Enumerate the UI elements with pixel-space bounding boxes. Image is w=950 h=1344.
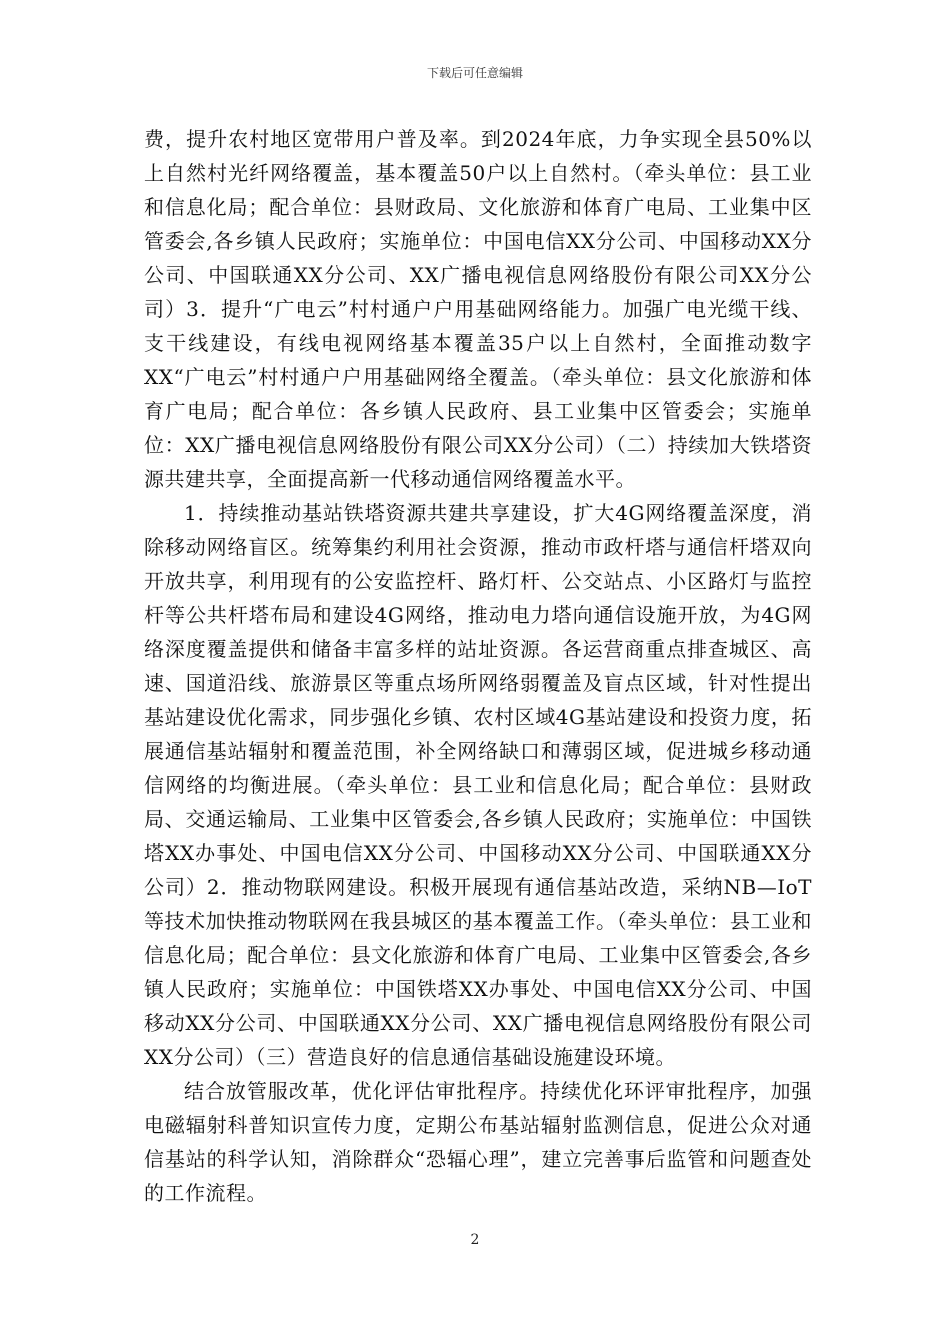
paragraph-continuation: 费，提升农村地区宽带用户普及率。到2024年底，力争实现全县50%以上自然村光纤网络覆盖，基本覆盖50户以上自然村。（牵头单位：县工业和信息化局；配合单位：县财政局、文化旅游和体育广电局、工业集中区管委会,各乡镇人民政府；实施单位：中国电信XX分公司、中国移动XX分公司、中国联通XX分公司、XX广播电视信息网络股份有限公司XX分公司）3．提升“广电云”村村通户户用基础网络能力。加强广电光缆干线、支干线建设，有线电视网络基本覆盖35户以上自然村，全面推动数字XX“广电云”村村通户户用基础网络全覆盖。（牵头单位：县文化旅游和体育广电局；配合单位：各乡镇人民政府、县工业集中区管委会；实施单位：XX广播电视信息网络股份有限公司XX分公司）（二）持续加大铁塔资源共建共享，全面提高新一代移动通信网络覆盖水平。 [144, 127, 812, 491]
page-number: 2 [470, 1232, 480, 1248]
document-body [144, 122, 812, 1210]
paragraph-tower-sharing: 1．持续推动基站铁塔资源共建共享建设，扩大4G网络覆盖深度，消除移动网络盲区。统筹集约利用社会资源，推动市政杆塔与通信杆塔双向开放共享，利用现有的公安监控杆、路灯杆、公交站点、小区路灯与监控杆等公共杆塔布局和建设4G网络，推动电力塔向通信设施开放，为4G网络深度覆盖提供和储备丰富多样的站址资源。各运营商重点排查城区、高速、国道沿线、旅游景区等重点场所网络弱覆盖及盲点区域，针对性提出基站建设优化需求，同步强化乡镇、农村区域4G基站建设和投资力度，拓展通信基站辐射和覆盖范围，补全网络缺口和薄弱区域，促进城乡移动通信网络的均衡进展。（牵头单位：县工业和信息化局；配合单位：县财政局、交通运输局、工业集中区管委会,各乡镇人民政府；实施单位：中国铁塔XX办事处、中国电信XX分公司、中国移动XX分公司、中国联通XX分公司）2．推动物联网建设。积极开展现有通信基站改造，采纳NB—IoT等技术加快推动物联网在我县城区的基本覆盖工作。（牵头单位：县工业和信息化局；配合单位：县文化旅游和体育广电局、工业集中区管委会,各乡镇人民政府；实施单位：中国铁塔XX办事处、中国电信XX分公司、中国移动XX分公司、中国联通XX分公司、XX广播电视信息网络股份有限公司XX分公司）（三）营造良好的信息通信基础设施建设环境。 [144, 501, 812, 1069]
paragraph-approval-reform: 结合放管服改革，优化评估审批程序。持续优化环评审批程序，加强电磁辐射科普知识宣传力度，定期公布基站辐射监测信息，促进公众对通信基站的科学认知，消除群众“恐辐心理”，建立完善事后监管和问题查处的工作流程。 [144, 1079, 812, 1205]
page-header: 下载后可任意编辑 [426, 66, 523, 80]
